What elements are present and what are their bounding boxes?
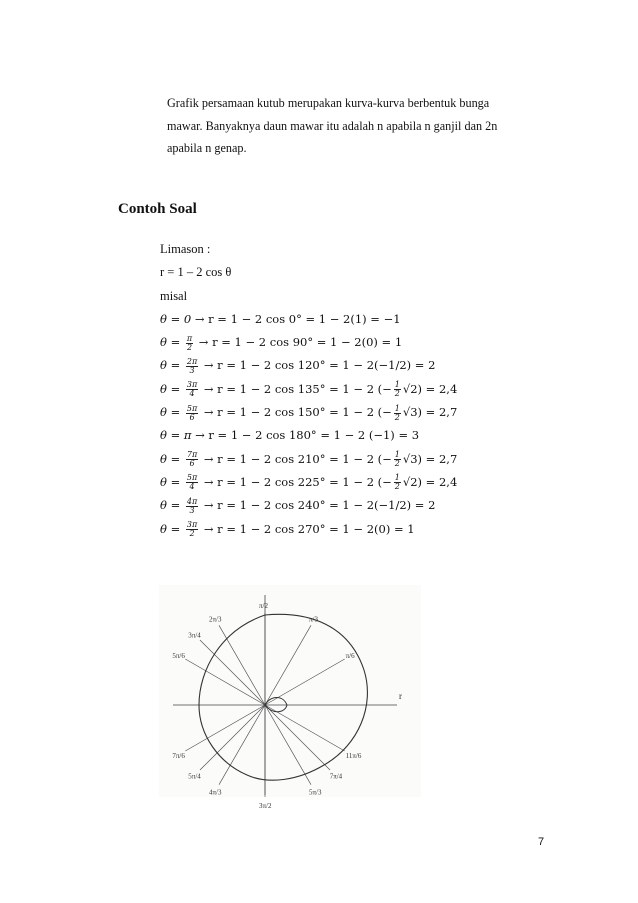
calculation-line: θ = $\frac{\pi}{2}$ → r = 1 − 2 cos 90° = 1 − 2(0) = 1 bbox=[160, 333, 403, 352]
spoke-line bbox=[265, 705, 311, 785]
theta-value: π bbox=[183, 428, 192, 443]
spoke-label: 5π/4 bbox=[188, 772, 201, 781]
spoke-line bbox=[265, 659, 345, 705]
example-label: Limason : bbox=[160, 242, 211, 256]
spoke-label: 7π/6 bbox=[172, 752, 185, 760]
intro-paragraph bbox=[167, 92, 547, 160]
intro-line: apabila n genap. bbox=[167, 141, 247, 155]
spoke-label: 11π/6 bbox=[345, 752, 362, 760]
spoke-line bbox=[265, 625, 311, 705]
calculation-rest: → r = 1 − 2 cos 270° = 1 − 2(0) = 1 bbox=[203, 521, 415, 536]
spoke-line bbox=[185, 659, 265, 705]
theta-fraction: $\frac{\pi}{2}$ bbox=[186, 333, 193, 352]
calculation-line: θ = $\frac{2\pi}{3}$ → r = 1 − 2 cos 120° = 1 − 2(−1/2) = 2 bbox=[160, 356, 436, 375]
calculation-line: θ = $\frac{4\pi}{3}$ → r = 1 − 2 cos 240° = 1 − 2(−1/2) = 2 bbox=[160, 496, 436, 515]
theta-fraction: $\frac{3\pi}{4}$ bbox=[186, 380, 198, 399]
theta-fraction: $\frac{3\pi}{2}$ bbox=[186, 520, 198, 539]
spoke-label: π/2 bbox=[259, 602, 268, 610]
inner-fraction: $\frac{1}{2}$ bbox=[394, 473, 400, 492]
section-title: Contoh Soal bbox=[118, 201, 197, 217]
spoke-label: π/3 bbox=[309, 615, 318, 624]
spoke-label: 5π/3 bbox=[309, 788, 322, 797]
calculation-pre: → r = 1 − 2 cos 225° = 1 − 2 (− bbox=[203, 474, 392, 489]
theta-fraction: $\frac{2\pi}{3}$ bbox=[186, 356, 198, 375]
worked-example bbox=[160, 238, 490, 541]
calculation-line: θ = π → r = 1 − 2 cos 180° = 1 − 2 (−1) = 3 bbox=[160, 428, 420, 443]
page-number: 7 bbox=[538, 836, 545, 848]
calculation-post: √2) = 2,4 bbox=[402, 381, 458, 396]
calculation-line: θ = $\frac{7\pi}{6}$ → r = 1 − 2 cos 210° = 1 − 2 (− $\frac{1}{2}$ √3) = 2,7 bbox=[160, 450, 458, 469]
misal-label: misal bbox=[160, 288, 188, 303]
intro-line: Grafik persamaan kutub merupakan kurva-kurva berbentuk bunga bbox=[167, 96, 490, 110]
example-equation: r = 1 – 2 cos θ bbox=[160, 265, 232, 280]
inner-fraction: $\frac{1}{2}$ bbox=[394, 380, 400, 399]
calculation-rest: → r = 1 − 2 cos 90° = 1 − 2(0) = 1 bbox=[198, 335, 403, 350]
spoke-label: 7π/4 bbox=[329, 772, 343, 781]
spoke-label: 5π/6 bbox=[172, 652, 185, 660]
calculation-line: θ = $\frac{5\pi}{4}$ → r = 1 − 2 cos 225° = 1 − 2 (− $\frac{1}{2}$ √2) = 2,4 bbox=[160, 473, 458, 492]
theta-fraction: $\frac{7\pi}{6}$ bbox=[186, 450, 198, 469]
spoke-label: 3π/2 bbox=[259, 802, 272, 810]
spoke-line bbox=[200, 705, 265, 770]
axis-label-r: r bbox=[399, 691, 402, 701]
spoke-label: 4π/3 bbox=[209, 788, 222, 797]
intro-line: mawar. Banyaknya daun mawar itu adalah n apabila n ganjil dan 2n bbox=[167, 118, 498, 133]
spoke-label: 2π/3 bbox=[209, 615, 222, 624]
calculation-line: θ = $\frac{3\pi}{2}$ → r = 1 − 2 cos 270° = 1 − 2(0) = 1 bbox=[160, 520, 415, 539]
theta-fraction: $\frac{4\pi}{3}$ bbox=[186, 496, 198, 515]
calculation-post: √3) = 2,7 bbox=[402, 405, 458, 420]
theta-value: 0 bbox=[183, 311, 192, 326]
theta-fraction: $\frac{5\pi}{6}$ bbox=[186, 403, 198, 422]
theta-fraction: $\frac{5\pi}{4}$ bbox=[186, 473, 198, 492]
calculation-pre: → r = 1 − 2 cos 210° = 1 − 2 (− bbox=[203, 451, 392, 466]
calculation-pre: → r = 1 − 2 cos 135° = 1 − 2 (− bbox=[203, 381, 392, 396]
spoke-line bbox=[219, 625, 265, 705]
inner-fraction: $\frac{1}{2}$ bbox=[394, 403, 400, 422]
limacon-sketch bbox=[159, 585, 421, 810]
calculation-post: √2) = 2,4 bbox=[402, 474, 458, 489]
calculation-pre: → r = 1 − 2 cos 150° = 1 − 2 (− bbox=[203, 405, 392, 420]
calculation-rest: → r = 1 − 2 cos 180° = 1 − 2 (−1) = 3 bbox=[195, 428, 420, 443]
calculation-rest: → r = 1 − 2 cos 0° = 1 − 2(1) = −1 bbox=[194, 311, 401, 326]
spoke-label: π/6 bbox=[345, 652, 355, 660]
spoke-line bbox=[200, 640, 265, 705]
spoke-line bbox=[185, 705, 265, 751]
calculation-list bbox=[160, 308, 490, 541]
calculation-rest: → r = 1 − 2 cos 240° = 1 − 2(−1/2) = 2 bbox=[203, 498, 436, 513]
calculation-rest: → r = 1 − 2 cos 120° = 1 − 2(−1/2) = 2 bbox=[203, 358, 436, 373]
calculation-post: √3) = 2,7 bbox=[402, 451, 458, 466]
inner-fraction: $\frac{1}{2}$ bbox=[394, 450, 400, 469]
calculation-line: θ = 0 → r = 1 − 2 cos 0° = 1 − 2(1) = −1 bbox=[160, 311, 401, 326]
calculation-line: θ = $\frac{3\pi}{4}$ → r = 1 − 2 cos 135° = 1 − 2 (− $\frac{1}{2}$ √2) = 2,4 bbox=[160, 380, 458, 399]
limacon-curve bbox=[199, 614, 367, 780]
calculation-line: θ = $\frac{5\pi}{6}$ → r = 1 − 2 cos 150° = 1 − 2 (− $\frac{1}{2}$ √3) = 2,7 bbox=[160, 403, 458, 422]
spoke-line bbox=[265, 705, 330, 770]
spoke-label: 3π/4 bbox=[188, 631, 201, 640]
